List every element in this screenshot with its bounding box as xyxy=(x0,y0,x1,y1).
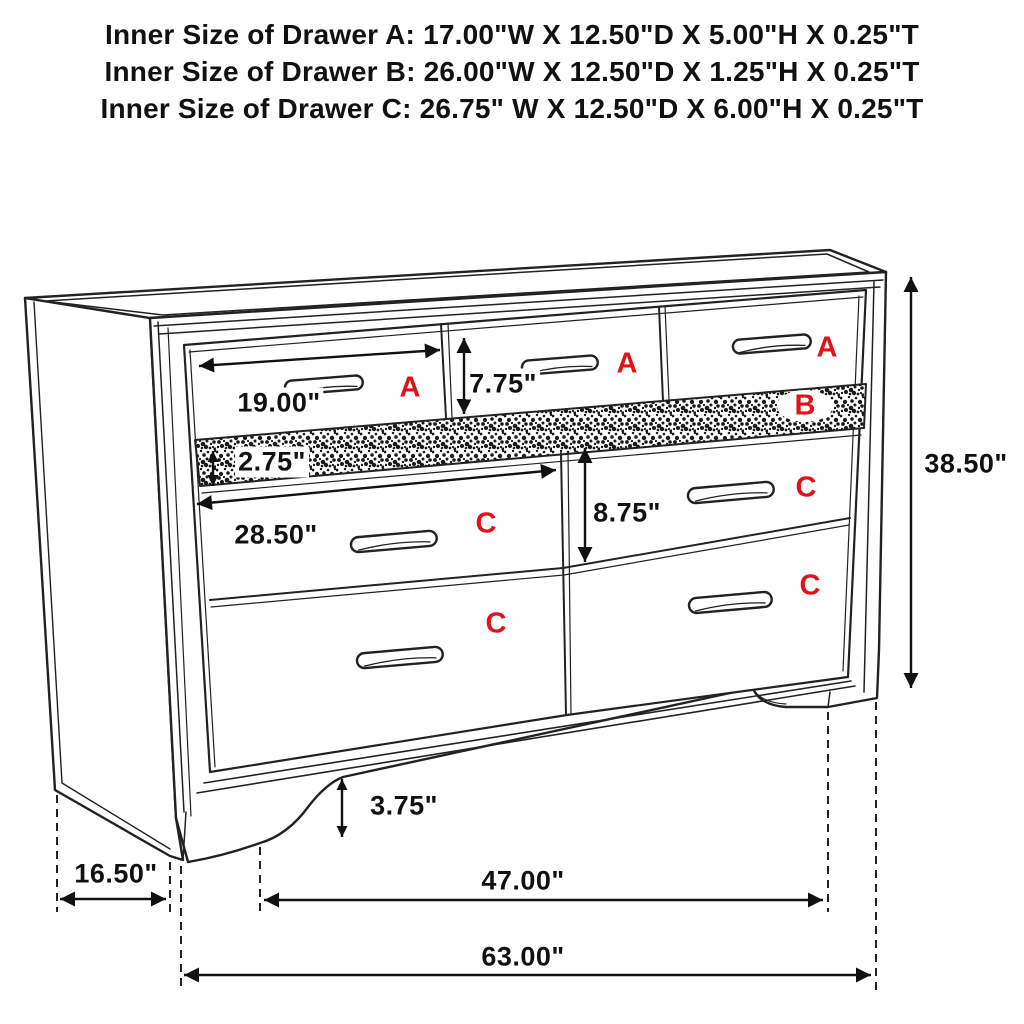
title-line-drawer-a: Inner Size of Drawer A: 17.00"W X 12.50"D X 5.00"H X 0.25"T xyxy=(105,19,919,50)
dim-drawer-c-width: 28.50" xyxy=(231,520,320,551)
letter-drawer-a2: A xyxy=(616,347,638,380)
dim-side-depth: 16.50" xyxy=(71,859,160,890)
dim-feet-span: 47.00" xyxy=(478,866,567,897)
title-line-drawer-c: Inner Size of Drawer C: 26.75" W X 12.50"D X 6.00"H X 0.25"T xyxy=(100,93,924,124)
letter-drawer-c-right-bottom: C xyxy=(799,569,821,602)
dim-drawer-a-height: 7.75" xyxy=(466,369,540,400)
letter-drawer-c-right-top: C xyxy=(795,471,817,504)
dim-drawer-c-height: 8.75" xyxy=(590,498,664,529)
dim-overall-width: 63.00" xyxy=(478,942,567,973)
dim-foot-height: 3.75" xyxy=(367,791,441,822)
letter-drawer-b: B xyxy=(794,389,816,422)
letter-drawer-a1: A xyxy=(399,371,421,404)
dim-drawer-a-width: 19.00" xyxy=(234,388,323,419)
title-line-drawer-b: Inner Size of Drawer B: 26.00"W X 12.50"D X 1.25"H X 0.25"T xyxy=(104,56,920,87)
letter-drawer-c-left-top: C xyxy=(475,507,497,540)
dim-strip-b-height: 2.75" xyxy=(235,447,309,478)
letter-drawer-c-left-bottom: C xyxy=(485,607,507,640)
dim-overall-height: 38.50" xyxy=(921,449,1010,480)
letter-drawer-a3: A xyxy=(816,331,838,364)
